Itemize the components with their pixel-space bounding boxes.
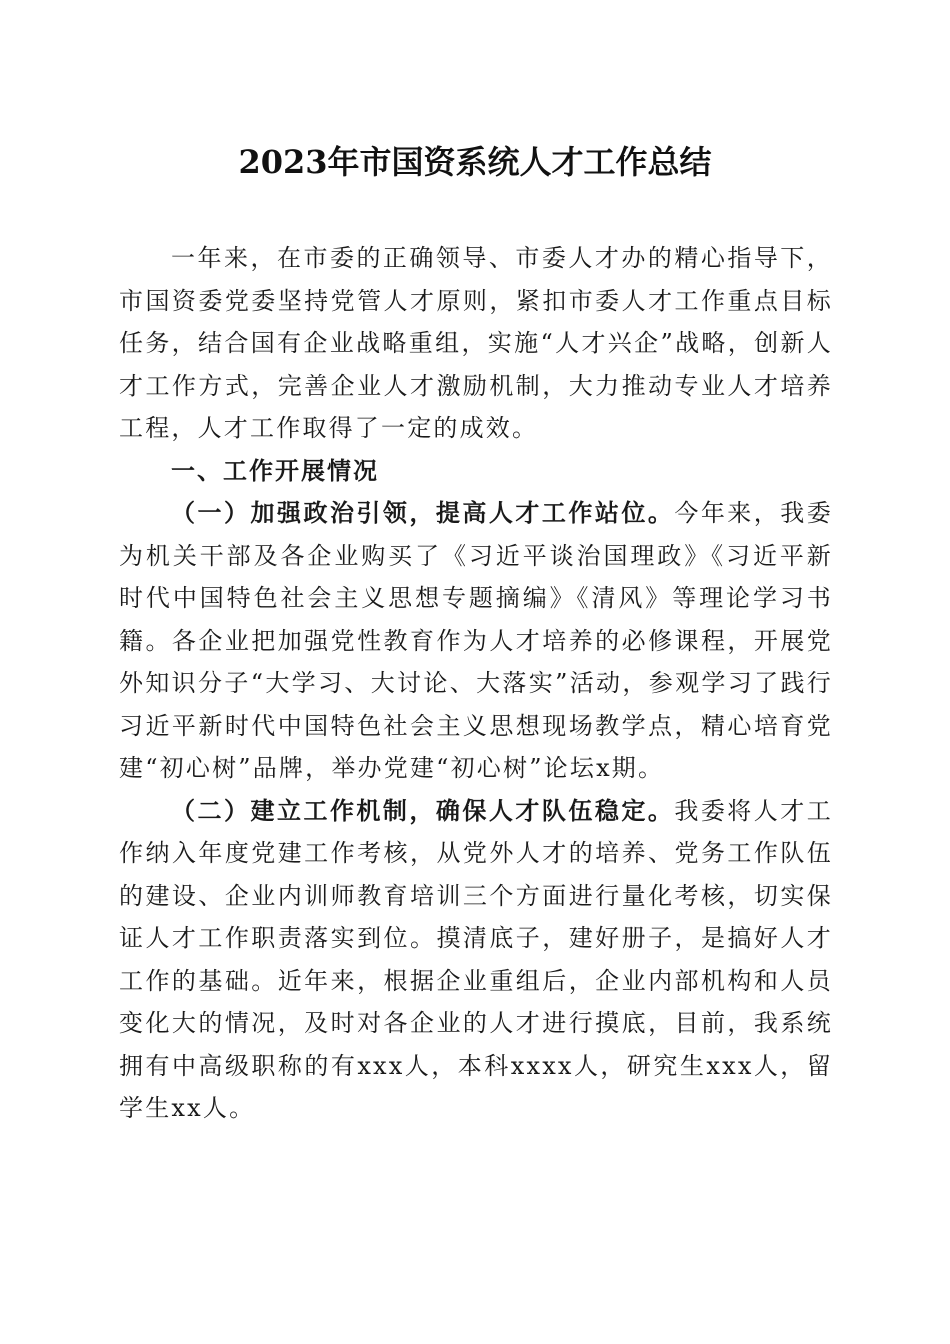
item2-paragraph	[119, 790, 833, 1130]
document-body	[119, 237, 833, 1130]
item1-lead: （一）加强政治引领，提高人才工作站位。	[171, 498, 675, 527]
item2-body: 我委将人才工作纳入年度党建工作考核，从党外人才的培养、党务工作队伍的建设、企业内训师教育培训三个方面进行量化考核，切实保证人才工作职责落实到位。摸清底子，建好册子，是搞好人才工作的基础。近年来，根据企业重组后，企业内部机构和人员变化大的情况，及时对各企业的人才进行摸底，目前，我系统拥有中高级职称的有xxx人，本科xxxx人，研究生xxx人，留学生xx人。	[119, 796, 833, 1122]
item2-lead: （二）建立工作机制，确保人才队伍稳定。	[171, 795, 675, 825]
item1-paragraph	[119, 492, 833, 790]
document-title: 2023年市国资系统人才工作总结	[238, 143, 712, 181]
intro-paragraph: 一年来，在市委的正确领导、市委人才办的精心指导下，市国资委党委坚持党管人才原则，紧扣市委人才工作重点目标任务，结合国有企业战略重组，实施“人才兴企”战略，创新人才工作方式，完善企业人才激励机制，大力推动专业人才培养工程，人才工作取得了一定的成效。	[119, 244, 833, 442]
item1-body: 今年来，我委为机关干部及各企业购买了《习近平谈治国理政》《习近平新时代中国特色社会主义思想专题摘编》《清风》等理论学习书籍。各企业把加强党性教育作为人才培养的必修课程，开展党外知识分子“大学习、大讨论、大落实”活动，参观学习了践行习近平新时代中国特色社会主义思想现场教学点，精心培育党建“初心树”品牌，举办党建“初心树”论坛x期。	[119, 499, 833, 782]
section-heading: 一、工作开展情况	[171, 456, 379, 485]
